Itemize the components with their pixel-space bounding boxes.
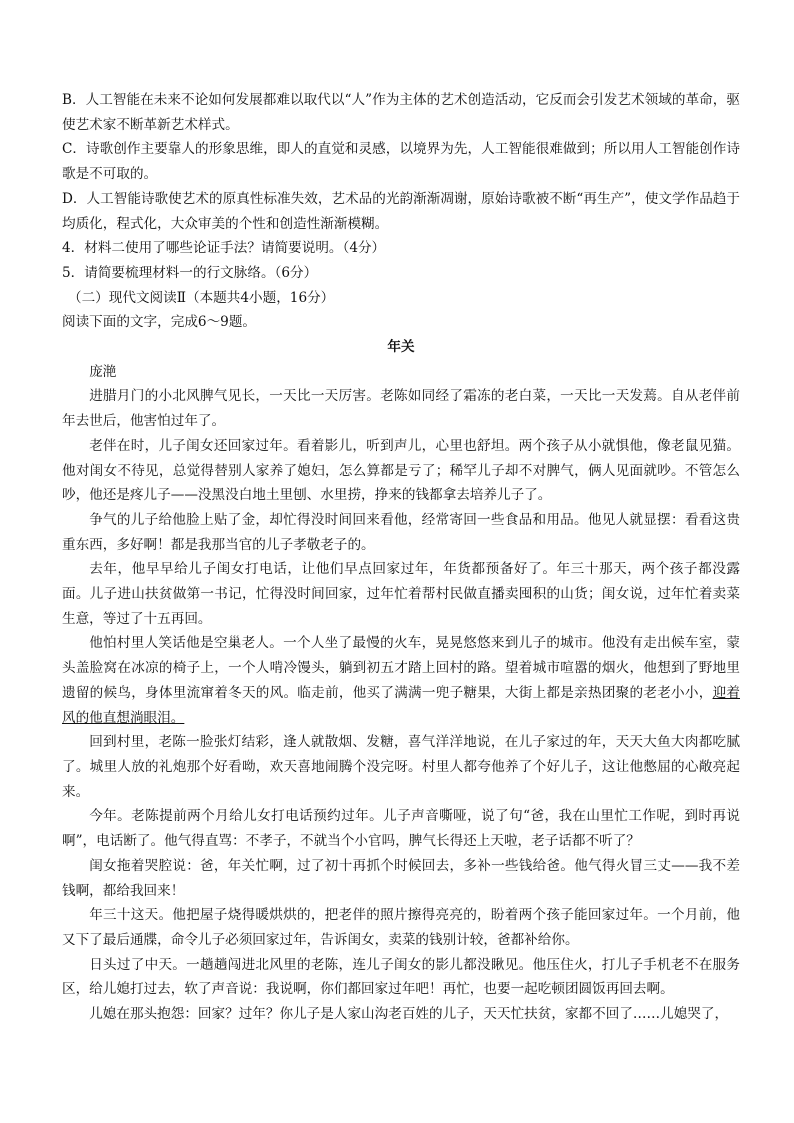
story-title: 年关 [387,339,415,356]
question-5: 5．请简要梳理材料一的行文脉络。（6分） [62,264,318,281]
option-d: D．人工智能诗歌使艺术的原真性标准失效，艺术品的光韵渐渐凋谢，原始诗歌被不断“再生产”，使文学作品趋于均质化，程式化，大众审美的个性和创造性渐渐模糊。 [62,190,740,232]
paragraph-text: 他怕村里人笑话他是空巢老人。一个人坐了最慢的火车，晃晃悠悠来到儿子的城市。他没有走出候车室，蒙头盖脸窝在冰凉的椅子上，一个人啃冷馒头，躺到初五才踏上回村的路。望着城市喧嚣的烟火，他想到了野地里遗留的候鸟，身体里流窜着冬天的风。临走前，他买了满满一兜子糖果，大街上都是亲热团聚的老老小小， [62,635,740,701]
story-paragraph: 老伴在时，儿子闺女还回家过年。看着影儿，听到声儿，心里也舒坦。两个孩子从小就惧他，像老鼠见猫。他对闺女不待见，总觉得替别人家养了媳妇，怎么算都是亏了；稀罕儿子却不对脾气，俩人见面就吵。不管怎么吵，他还是疼儿子——没黑没白地土里刨、水里捞，挣来的钱都拿去培养儿子了。 [62,437,740,504]
story-paragraph: 进腊月门的小北风脾气见长，一天比一天厉害。老陈如同经了霜冻的老白菜，一天比一天发蔫。自从老伴前年去世后，他害怕过年了。 [62,388,740,430]
underlined-sentence: 迎着风的他直想淌眼泪。 [62,684,740,726]
section-instruction: 阅读下面的文字，完成6～9题。 [62,314,257,331]
story-paragraph: 年三十这天。他把屋子烧得暖烘烘的，把老伴的照片擦得亮亮的，盼着两个孩子能回家过年。一个月前，他又下了最后通牒，命令儿子必须回家过年，告诉闺女，卖菜的钱别计较，爸都补给你。 [62,907,740,948]
story-paragraph: 去年，他早早给儿子闺女打电话，让他们早点回家过年，年货都预备好了。年三十那天，两个孩子都没露面。儿子进山扶贫做第一书记，忙得没时间回家，过年忙着帮村民做直播卖囤积的山货；闺女说，过年忙着卖菜生意，等过了十五再回。 [62,561,740,627]
story-paragraph: 争气的儿子给他脸上贴了金，却忙得没时间回来看他，经常寄回一些食品和用品。他见人就显摆：看看这贵重东西，多好啊！都是我那当官的儿子孝敬老子的。 [62,511,740,553]
story-paragraph: 儿媳在那头抱怨：回家？过年？你儿子是人家山沟老百姓的儿子，天天忙扶贫，家都不回了……儿媳哭了， [89,1006,729,1023]
story-author: 庞滟 [89,363,117,380]
story-paragraph: 日头过了中天。一趟趟闯进北风里的老陈，连儿子闺女的影儿都没瞅见。他压住火，打儿子手机老不在服务区，给儿媳打过去，软了声音说：我说啊，你们都回家过年吧！再忙，也要一起吃顿团圆饭再回去啊。 [62,956,740,998]
option-b: B．人工智能在未来不论如何发展都难以取代以“人”作为主体的艺术创造活动，它反而会引发艺术领域的革命，驱使艺术家不断革新艺术样式。 [62,92,740,133]
story-paragraph [62,631,740,730]
story-paragraph: 今年。老陈提前两个月给儿女打电话预约过年。儿子声音嘶哑，说了句“爸，我在山里忙工作呢，到时再说啊”，电话断了。他气得直骂：不孝子，不就当个小官吗，脾气长得还上天啦，老子话都不听了？ [62,808,740,850]
option-c: C．诗歌创作主要靠人的形象思维，即人的直觉和灵感，以境界为先，人工智能很难做到；所以用人工智能创作诗歌是不可取的。 [62,141,740,183]
exam-page [62,88,740,1027]
section-heading: （二）现代文阅读Ⅱ（本题共4小题，16分） [68,289,335,306]
question-4: 4．材料二使用了哪些论证手法？请简要说明。（4分） [62,240,386,257]
story-paragraph: 回到村里，老陈一脸张灯结彩，逢人就散烟、发糖，喜气洋洋地说，在儿子家过的年，天天大鱼大肉都吃腻了。城里人放的礼炮那个好看呦，欢天喜地闹腾个没完呀。村里人都夸他养了个好儿子，这让他憋屈的心敞亮起来。 [62,734,740,800]
story-paragraph: 闺女拖着哭腔说：爸，年关忙啊，过了初十再抓个时候回去，多补一些钱给爸。他气得火冒三丈——我不差钱啊，都给我回来！ [62,857,740,899]
